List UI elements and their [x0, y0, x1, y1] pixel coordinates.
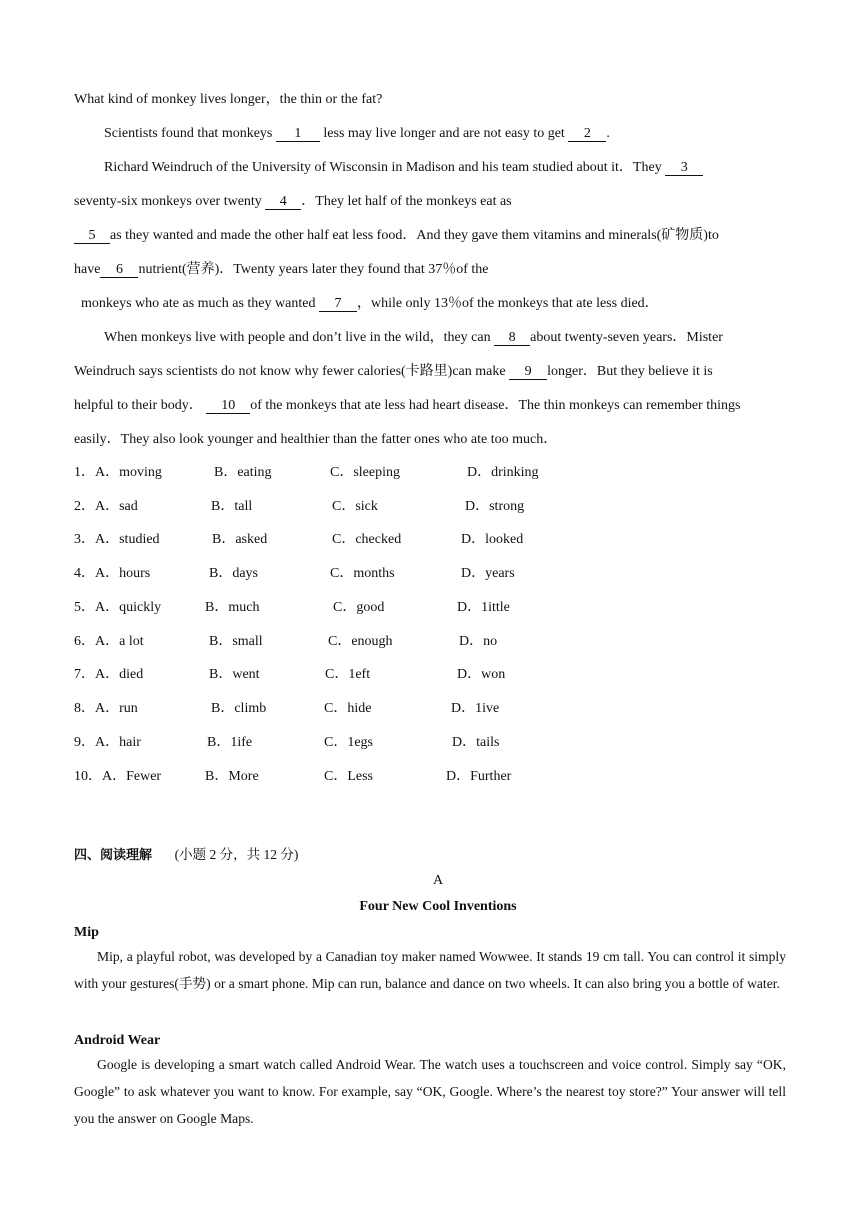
cloze-line-1: Scientists found that monkeys 1 less may live longer and are not easy to get 2 .: [104, 126, 610, 141]
cloze-line-3: seventy-six monkeys over twenty 4 ．They let half of the monkeys eat as: [74, 194, 512, 209]
mip-heading: Mip: [74, 925, 99, 940]
blank-1[interactable]: 1: [276, 126, 320, 142]
cloze-line-4: 5 as they wanted and made the other half eat less food．And they gave them vitamins and minerals(矿物质)to: [74, 227, 719, 245]
blank-4[interactable]: 4: [265, 194, 301, 210]
cloze-line-5: have 6 nutrient(营养)．Twenty years later they found that 37％of the: [74, 262, 489, 277]
blank-2[interactable]: 2: [568, 126, 606, 142]
android-wear-heading: Android Wear: [74, 1033, 161, 1048]
blank-8[interactable]: 8: [494, 330, 530, 346]
document-page: What kind of monkey lives longer，the thin or the fat? Scientists found that monkeys 1 less may live longer and are not easy to get 2 . Richard Weindruch of the University of Wisconsin in Madison and his team studied about it．They 3 seventy-six monkeys over twenty 4 ．They let half of the monkeys eat as 5 as they wanted and made the other half eat less food．And they gave them vitamins and minerals(矿物质)to have 6 nutrient(营养)．Twenty years later they found that 37％of the monkeys who ate as much as they wanted 7 ，while only 13％of the monkeys that ate less died． When monkeys live with people and don’t live in the wild，they can 8 about twenty-seven years．Mister Weindruch says scientists do not know why fewer calories(卡路里)can make 9 longer．But they believe it is helpful to their body． 10 of the monkeys that ate less had heart disease．The thin monkeys can remember things easily．They also look younger and healthier than the fatter ones who ate too much． 1．A．moving B．eating C．sleeping D．drinking 2．A．sad B．tall C．sick D．strong 3．A．studied B．asked C．checked D．looked 4．A．hours B．days C．months D．years 5．A．quickly B．much C．good D．1ittle 6．A．a lot B．small C．enough D．no 7．A．died B．went C．1eft D．won 8．A．run B．climb C．hide D．1ive 9．A．hair B．1ife C．1egs D．tails 10．A．Fewer B．More C．Less D．Further 四、阅读理解 (小题 2 分，共 12 分) A Four New Cool Inventions Mip Mip, a playful robot, was developed by a Canadian toy maker named Wowwee. It stands 19 cm tall. You can control it simply with your gestures(手势) or a smart phone. Mip can run, balance and dance on two wheels. It can also bring you a bottle of water. Android Wear Google is developing a smart watch called Android Wear. The watch uses a touchscreen and voice control. Simply say “OK, Google” to ask whatever you want to know. For example, say “OK, Google. Where’s the nearest toy store?” Your answer will tell you the answer on Google Maps.: [0, 0, 860, 1216]
passage-title: Four New Cool Inventions: [359, 899, 517, 914]
blank-3[interactable]: 3: [665, 160, 703, 176]
blank-7[interactable]: 7: [319, 296, 357, 312]
cloze-line-2: Richard Weindruch of the University of Wisconsin in Madison and his team studied about it．They 3: [104, 159, 703, 177]
blank-5[interactable]: 5: [74, 228, 110, 244]
cloze-line-8: Weindruch says scientists do not know why fewer calories(卡路里)can make 9 longer．But they believe it is: [74, 364, 713, 379]
cloze-line-7: When monkeys live with people and don’t live in the wild，they can 8 about twenty-seven years．Mister: [104, 330, 723, 345]
section-heading: 四、阅读理解 (小题 2 分，共 12 分): [74, 847, 299, 863]
cloze-line-9: helpful to their body． 10 of the monkeys that ate less had heart disease．The thin monkeys can remember things: [74, 398, 741, 413]
passage-label: A: [432, 873, 444, 888]
mip-paragraph: Mip, a playful robot, was developed by a Canadian toy maker named Wowwee. It stands 19 cm tall. You can control it simply with your gestures(手势) or a smart phone. Mip can run, balance and dance on two wheels. It can also bring you a bottle of water.: [74, 949, 786, 991]
blank-10[interactable]: 10: [206, 398, 250, 414]
cloze-question: What kind of monkey lives longer，the thin or the fat?: [74, 92, 383, 107]
blank-9[interactable]: 9: [509, 364, 547, 380]
cloze-line-10: easily．They also look younger and healthier than the fatter ones who ate too much．: [74, 432, 558, 447]
blank-6[interactable]: 6: [100, 262, 138, 278]
android-wear-paragraph: Google is developing a smart watch called Android Wear. The watch uses a touchscreen and voice control. Simply say “OK, Google” to ask whatever you want to know. For example, say “OK, Google. Where’s the nearest toy store?” Your answer will tell you the answer on Google Maps.: [74, 1057, 786, 1126]
cloze-line-6: monkeys who ate as much as they wanted 7 ，while only 13％of the monkeys that ate less died．: [81, 296, 659, 311]
